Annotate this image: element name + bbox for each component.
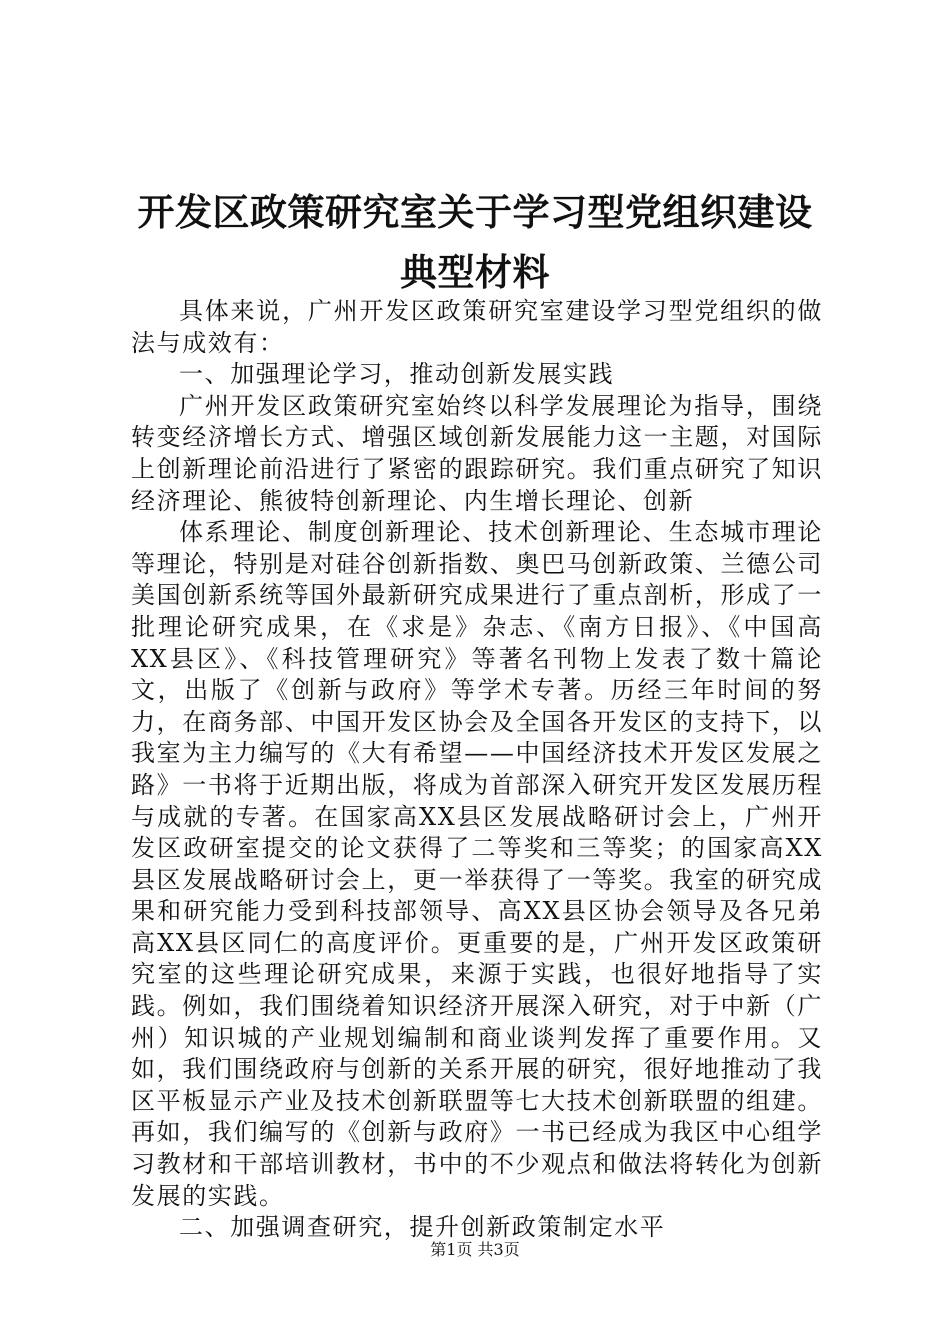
section-heading-1: 一、加强理论学习，推动创新发展实践 [179, 360, 615, 389]
document-body [131, 296, 823, 1244]
paragraph-intro: 具体来说，广州开发区政策研究室建设学习型党组织的做法与成效有： [131, 297, 823, 357]
document-title: 开发区政策研究室关于学习型党组织建设典型材料 [137, 190, 813, 294]
paragraph-theory-2: 体系理论、制度创新理论、技术创新理论、生态城市理论等理论，特别是对硅谷创新指数、奥巴马创新政策、兰德公司美国创新系统等国外最新研究成果进行了重点剖析，形成了一批理论研究成果，在《求是》杂志、《南方日报》、《中国高XX县区》、《科技管理研究》等著名刊物上发表了数十篇论文，出版了《创新与政府》等学术专著。历经三年时间的努力，在商务部、中国开发区协会及全国各开发区的支持下，以我室为主力编写的《大有希望——中国经济技术开发区发展之路》一书将于近期出版，将成为首部深入研究开发区发展历程与成就的专著。在国家高XX县区发展战略研讨会上，广州开发区政研室提交的论文获得了二等奖和三等奖；的国家高XX县区发展战略研讨会上，更一举获得了一等奖。我室的研究成果和研究能力受到科技部领导、高XX县区协会领导及各兄弟高XX县区同仁的高度评价。更重要的是，广州开发区政策研究室的这些理论研究成果，来源于实践，也很好地指导了实践。例如，我们围绕着知识经济开展深入研究，对于中新（广州）知识城的产业规划编制和商业谈判发挥了重要作用。又如，我们围绕政府与创新的关系开展的研究，很好地推动了我区平板显示产业及技术创新联盟等七大技术创新联盟的组建。再如，我们编写的《创新与政府》一书已经成为我区中心组学习教材和干部培训教材，书中的不少观点和做法将转化为创新发展的实践。 [131, 518, 823, 1210]
section-heading-2: 二、加强调查研究，提升创新政策制定水平 [179, 1213, 666, 1242]
paragraph-theory-1: 广州开发区政策研究室始终以科学发展理论为指导，围绕转变经济增长方式、增强区域创新发展能力这一主题，对国际上创新理论前沿进行了紧密的跟踪研究。我们重点研究了知识经济理论、熊彼特创新理论、内生增长理论、创新 [131, 391, 823, 515]
page-number: 第1页 共3页 [430, 1240, 520, 1259]
